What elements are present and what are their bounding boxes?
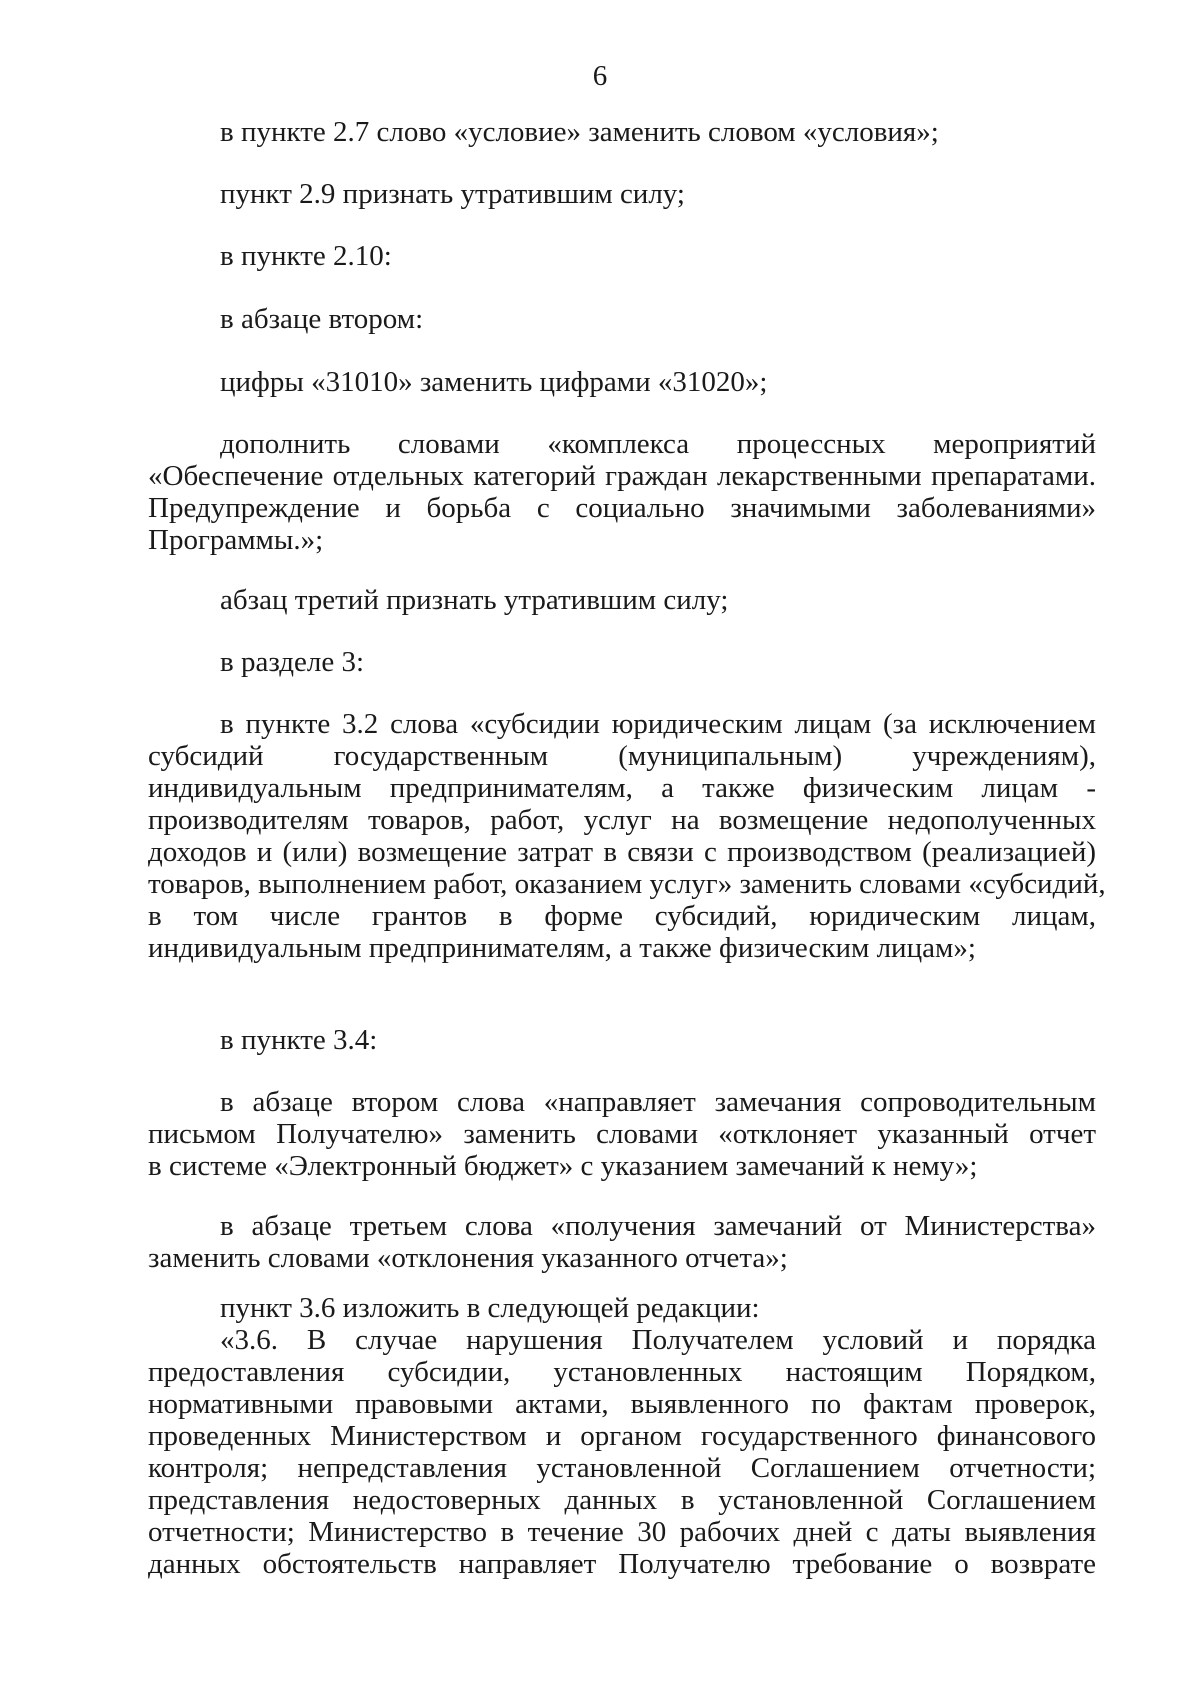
paragraph-9-line: товаров, выполнением работ, оказанием услуг» заменить словами «субсидий, — [148, 868, 1106, 900]
paragraph-14-line: отчетности; Министерство в течение 30 рабочих дней с даты выявления — [148, 1516, 1096, 1548]
paragraph-14-line: проведенных Министерством и органом государственного финансового — [148, 1420, 1096, 1452]
paragraph-11 — [148, 1086, 1096, 1182]
paragraph-6-line: «Обеспечение отдельных категорий граждан лекарственными препаратами. — [148, 460, 1096, 492]
paragraph-14 — [148, 1324, 1096, 1580]
paragraph-14-line: предоставления субсидии, установленных настоящим Порядком, — [148, 1356, 1096, 1388]
paragraph-12 — [148, 1210, 1096, 1274]
paragraph-14-line: контроля; непредставления установленной Соглашением отчетности; — [148, 1452, 1096, 1484]
paragraph-12-line: заменить словами «отклонения указанного отчета»; — [148, 1242, 788, 1274]
paragraph-9 — [148, 708, 1106, 964]
paragraph-8 — [148, 646, 1096, 678]
paragraph-5-text: цифры «31010» заменить цифрами «31020»; — [220, 366, 768, 398]
paragraph-9-line: производителям товаров, работ, услуг на возмещение недополученных — [148, 804, 1096, 836]
paragraph-10-text: в пункте 3.4: — [220, 1024, 378, 1056]
paragraph-13 — [148, 1292, 1096, 1324]
page-number: 6 — [592, 60, 608, 92]
paragraph-7-text: абзац третий признать утратившим силу; — [220, 584, 729, 616]
paragraph-9-line: в пункте 3.2 слова «субсидии юридическим лицам (за исключением — [220, 708, 1096, 740]
paragraph-9-line: индивидуальным предпринимателям, а также физическим лицам - — [148, 772, 1096, 804]
paragraph-14-line: представления недостоверных данных в установленной Соглашением — [148, 1484, 1096, 1516]
paragraph-14-line: нормативными правовыми актами, выявленного по фактам проверок, — [148, 1388, 1096, 1420]
paragraph-1 — [148, 116, 1096, 148]
paragraph-4 — [148, 303, 1096, 335]
paragraph-2-text: пункт 2.9 признать утратившим силу; — [220, 178, 685, 210]
paragraph-9-line: субсидий государственным (муниципальным) учреждениям), — [148, 740, 1096, 772]
paragraph-9-line: доходов и (или) возмещение затрат в связи с производством (реализацией) — [148, 836, 1096, 868]
paragraph-5 — [148, 366, 1096, 398]
paragraph-14-line: данных обстоятельств направляет Получателю требование о возврате — [148, 1548, 1096, 1580]
paragraph-11-line: в абзаце втором слова «направляет замечания сопроводительным — [220, 1086, 1096, 1118]
paragraph-13-text: пункт 3.6 изложить в следующей редакции: — [220, 1292, 760, 1324]
paragraph-14-line: «3.6. В случае нарушения Получателем условий и порядка — [220, 1324, 1096, 1356]
paragraph-6 — [148, 428, 1096, 556]
paragraph-8-text: в разделе 3: — [220, 646, 365, 678]
paragraph-3 — [148, 240, 1096, 272]
paragraph-7 — [148, 584, 1096, 616]
paragraph-12-line: в абзаце третьем слова «получения замечаний от Министерства» — [220, 1210, 1096, 1242]
paragraph-2 — [148, 178, 1096, 210]
paragraph-4-text: в абзаце втором: — [220, 303, 424, 335]
paragraph-10 — [148, 1024, 1096, 1056]
paragraph-6-line: Предупреждение и борьба с социально значимыми заболеваниями» — [148, 492, 1096, 524]
paragraph-9-line: индивидуальным предпринимателям, а также физическим лицам»; — [148, 932, 976, 964]
paragraph-11-line: в системе «Электронный бюджет» с указанием замечаний к нему»; — [148, 1150, 978, 1182]
paragraph-9-line: в том числе грантов в форме субсидий, юридическим лицам, — [148, 900, 1096, 932]
paragraph-3-text: в пункте 2.10: — [220, 240, 392, 272]
paragraph-11-line: письмом Получателю» заменить словами «отклоняет указанный отчет — [148, 1118, 1096, 1150]
paragraph-6-line: Программы.»; — [148, 524, 324, 556]
paragraph-1-text: в пункте 2.7 слово «условие» заменить словом «условия»; — [220, 116, 939, 148]
paragraph-6-line: дополнить словами «комплекса процессных мероприятий — [220, 428, 1096, 460]
